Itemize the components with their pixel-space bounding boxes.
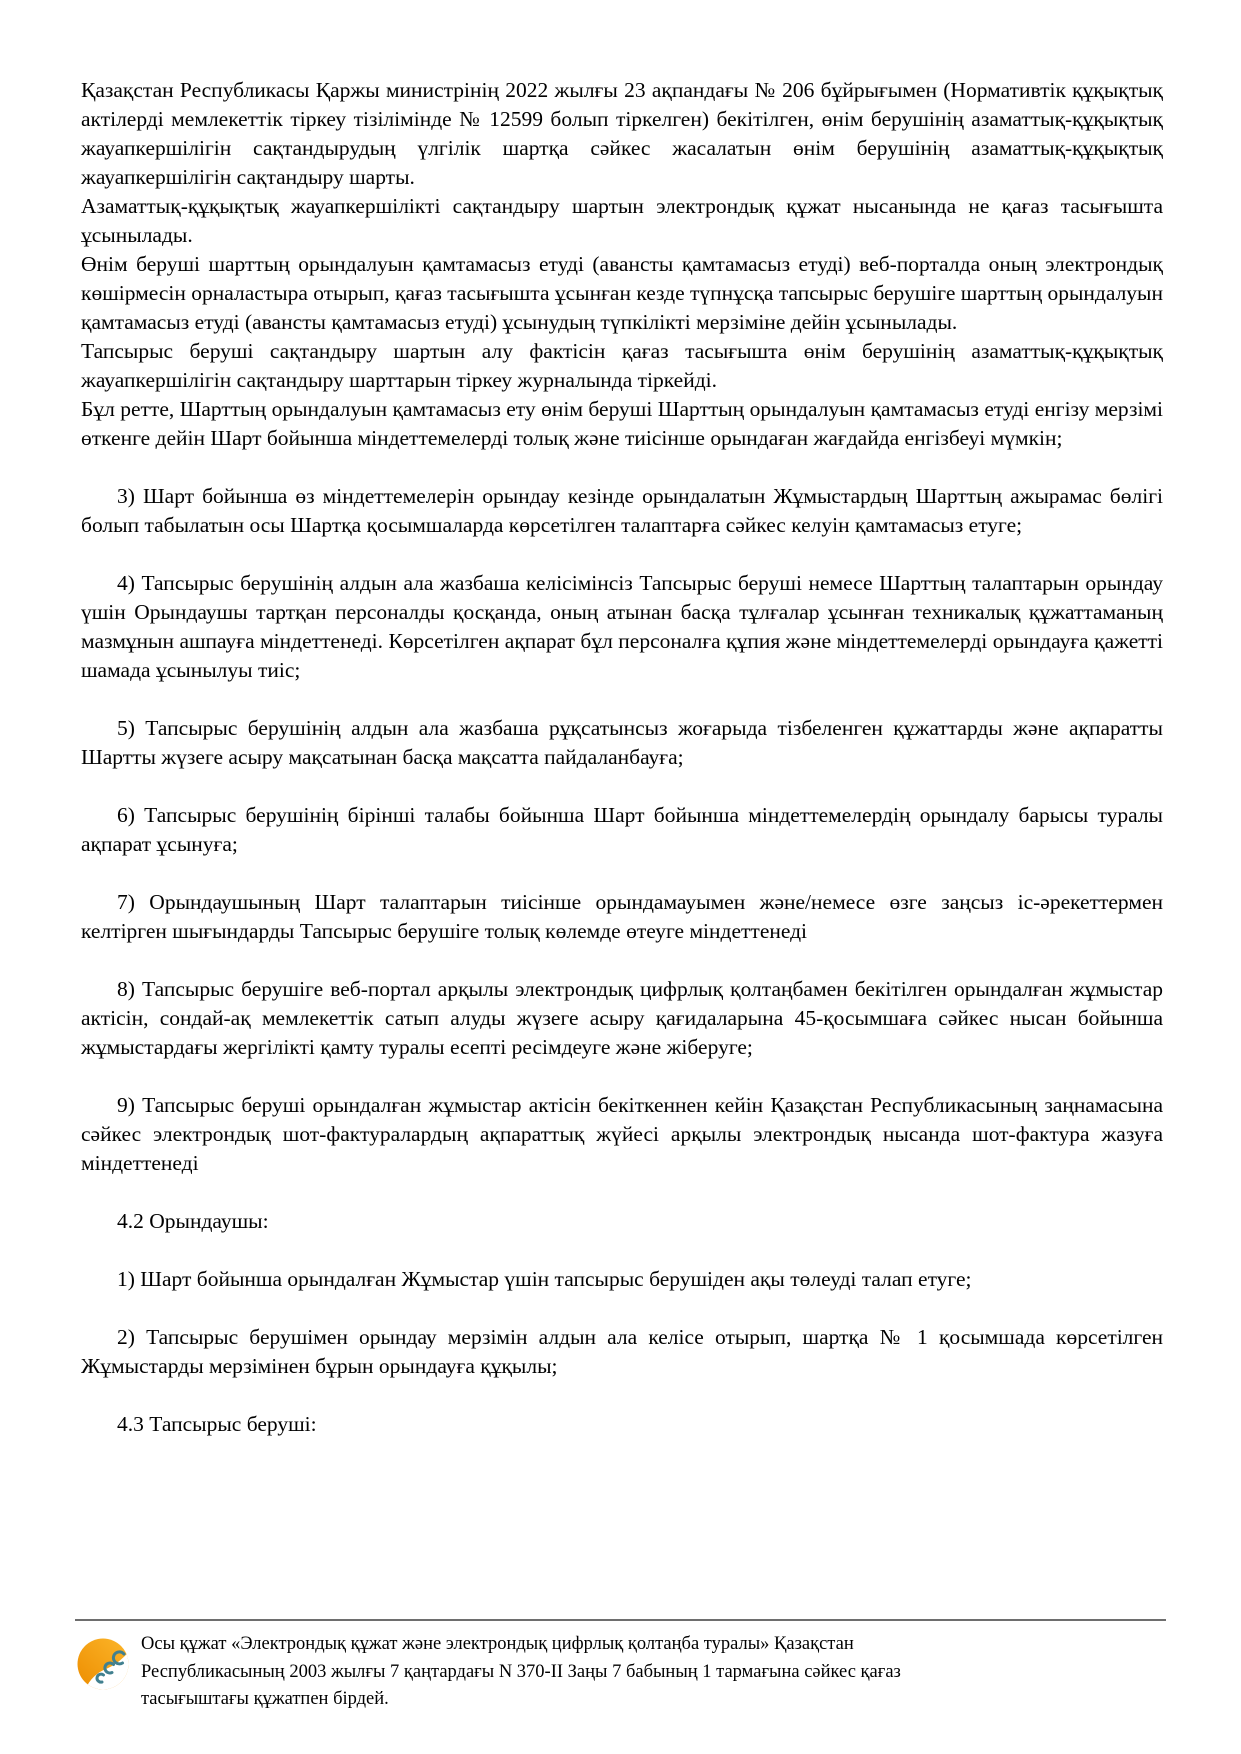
paragraph: 8) Тапсырыс берушіге веб-портал арқылы электрондық цифрлық қолтаңбамен бекітілген орындалған жұмыстар актісін, сондай-ақ мемлекеттік сатып алуды жүзеге асыру қағидаларына 45-қосымшаға сәйкес нысан бойынша жұмыстардағы жергілікті қамту туралы есепті ресімдеуге және жіберуге;: [81, 977, 1163, 1059]
e-signature-stamp-icon: [77, 1638, 131, 1692]
paragraph: 3) Шарт бойынша өз міндеттемелерін орындау кезінде орындалатын Жұмыстардың Шарттың ажырамас бөлігі болып табылатын осы Шартқа қосымшаларда көрсетілген талаптарға сәйкес келуін қамтамасыз етуге;: [81, 484, 1163, 537]
paragraph: Өнім беруші шарттың орындалуын қамтамасыз етуді (авансты қамтамасыз етуді) веб-порталда оның электрондық көшірмесін орналастыра отырып, қағаз тасығышта ұсынған кезде түпнұсқа тапсырыс берушіге шарттың орындалуын қамтамасыз етуді (авансты қамтамасыз етуді) ұсынудың түпкілікті мерзіміне дейін ұсынылады.: [81, 252, 1163, 334]
footer-legal-text: [141, 1631, 971, 1714]
paragraph: 4) Тапсырыс берушінің алдын ала жазбаша келісімінсіз Тапсырыс беруші немесе Шарттың талаптарын орындау үшін Орындаушы тартқан персоналды қосқанда, оның атынан басқа тұлғалар ұсынған техникалық құжаттаманың мазмұнын ашпауға міндеттенеді. Көрсетілген ақпарат бұл персоналға құпия және міндеттемелерді орындауға қажетті шамада ұсынылуы тиіс;: [81, 571, 1163, 682]
paragraph: 5) Тапсырыс берушінің алдын ала жазбаша рұқсатынсыз жоғарыда тізбеленген құжаттарды және ақпаратты Шартты жүзеге асыру мақсатынан басқа мақсатта пайдаланбауға;: [81, 716, 1163, 769]
footer-divider: [75, 1619, 1166, 1621]
paragraph: Азаматтық-құқықтық жауапкершілікті сақтандыру шартын электрондық құжат нысанында не қағаз тасығышта ұсынылады.: [81, 194, 1163, 247]
footer-line: Республикасының 2003 жылғы 7 қаңтардағы N 370-II Заңы 7 бабының 1 тармағына сәйкес қағаз: [141, 1661, 901, 1682]
paragraph: Бұл ретте, Шарттың орындалуын қамтамасыз ету өнім беруші Шарттың орындалуын қамтамасыз етуді енгізу мерзімі өткенге дейін Шарт бойынша міндеттемелерді толық және тиісінше орындаған жағдайда енгізбеуі мүмкін;: [81, 397, 1163, 450]
paragraph: 4.3 Тапсырыс беруші:: [117, 1412, 317, 1436]
document-body: [81, 76, 1163, 1439]
footer-line: Осы құжат «Электрондық құжат және электрондық цифрлық қолтаңба туралы» Қазақстан: [141, 1634, 854, 1654]
footer-line: тасығыштағы құжатпен бірдей.: [141, 1689, 389, 1709]
paragraph: 6) Тапсырыс берушінің бірінші талабы бойынша Шарт бойынша міндеттемелердің орындалу барысы туралы ақпарат ұсынуға;: [81, 803, 1163, 856]
paragraph: Тапсырыс беруші сақтандыру шартын алу фактісін қағаз тасығышта өнім берушінің азаматтық-құқықтық жауапкершілігін сақтандыру шарттарын тіркеу журналында тіркейді.: [81, 339, 1163, 392]
paragraph: 9) Тапсырыс беруші орындалған жұмыстар актісін бекіткеннен кейін Қазақстан Республикасының заңнамасына сәйкес электрондық шот-фактуралардың ақпараттық жүйесі арқылы электрондық нысанда шот-фактура жазуға міндеттенеді: [81, 1093, 1163, 1175]
paragraph: 4.2 Орындаушы:: [117, 1209, 269, 1233]
paragraph: Қазақстан Республикасы Қаржы министрінің 2022 жылғы 23 ақпандағы № 206 бұйрығымен (Нормативтік құқықтық актілерді мемлекеттік тіркеу тізілімінде № 12599 болып тіркелген) бекітілген, өнім берушінің азаматтық-құқықтық жауапкершілігін сақтандырудың үлгілік шартқа сәйкес жасалатын өнім берушінің азаматтық-құқықтық жауапкершілігін сақтандыру шарты.: [81, 78, 1163, 189]
paragraph: 7) Орындаушының Шарт талаптарын тиісінше орындамауымен және/немесе өзге заңсыз іс-әрекеттермен келтірген шығындарды Тапсырыс берушіге толық көлемде өтеуге міндеттенеді: [81, 890, 1163, 943]
paragraph: 2) Тапсырыс берушімен орындау мерзімін алдын ала келісе отырып, шартқа № 1 қосымшада көрсетілген Жұмыстарды мерзімінен бұрын орындауға құқылы;: [81, 1325, 1163, 1378]
paragraph: 1) Шарт бойынша орындалған Жұмыстар үшін тапсырыс берушіден ақы төлеуді талап етуге;: [117, 1267, 972, 1291]
